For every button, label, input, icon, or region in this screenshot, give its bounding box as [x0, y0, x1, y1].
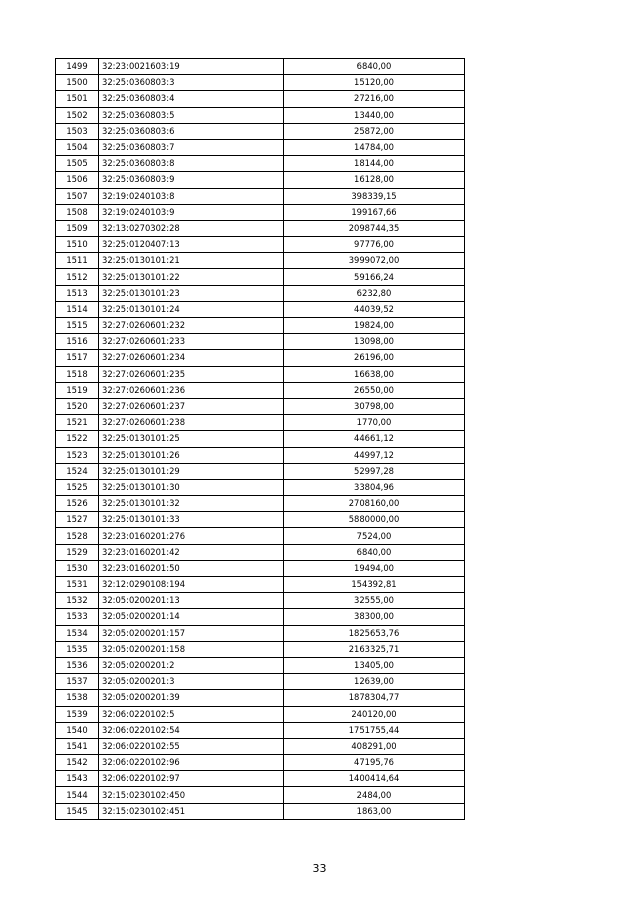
row-number-cell: 1545 [56, 803, 99, 819]
cadastral-number-cell: 32:25:0130101:30 [99, 479, 284, 495]
value-cell: 240120,00 [284, 706, 465, 722]
cadastral-number-cell: 32:27:0260601:234 [99, 350, 284, 366]
value-cell: 12639,00 [284, 674, 465, 690]
cadastral-number-cell: 32:05:0200201:13 [99, 593, 284, 609]
cadastral-number-cell: 32:25:0360803:9 [99, 172, 284, 188]
table-row [56, 496, 465, 512]
table-row [56, 706, 465, 722]
table-row [56, 771, 465, 787]
cadastral-number-cell: 32:06:0220102:54 [99, 722, 284, 738]
table-row [56, 107, 465, 123]
table-row [56, 609, 465, 625]
table-row [56, 641, 465, 657]
table-row [56, 528, 465, 544]
row-number-cell: 1513 [56, 285, 99, 301]
row-number-cell: 1524 [56, 463, 99, 479]
cadastral-number-cell: 32:27:0260601:235 [99, 366, 284, 382]
table-row [56, 657, 465, 673]
value-cell: 2708160,00 [284, 496, 465, 512]
cadastral-number-cell: 32:15:0230102:450 [99, 787, 284, 803]
table-row [56, 431, 465, 447]
value-cell: 33804,96 [284, 479, 465, 495]
row-number-cell: 1541 [56, 738, 99, 754]
table-row [56, 803, 465, 819]
cadastral-number-cell: 32:25:0130101:29 [99, 463, 284, 479]
cadastral-number-cell: 32:27:0260601:233 [99, 334, 284, 350]
value-cell: 15120,00 [284, 75, 465, 91]
table-row [56, 560, 465, 576]
cadastral-number-cell: 32:25:0130101:22 [99, 269, 284, 285]
table-row [56, 172, 465, 188]
row-number-cell: 1543 [56, 771, 99, 787]
table-row [56, 479, 465, 495]
value-cell: 30798,00 [284, 398, 465, 414]
value-cell: 47195,76 [284, 755, 465, 771]
value-cell: 199167,66 [284, 204, 465, 220]
row-number-cell: 1535 [56, 641, 99, 657]
table-row [56, 237, 465, 253]
row-number-cell: 1521 [56, 415, 99, 431]
cadastral-number-cell: 32:25:0360803:3 [99, 75, 284, 91]
cadastral-number-cell: 32:25:0130101:24 [99, 301, 284, 317]
table-row [56, 738, 465, 754]
row-number-cell: 1499 [56, 59, 99, 75]
table-row [56, 253, 465, 269]
cadastral-number-cell: 32:05:0200201:3 [99, 674, 284, 690]
value-cell: 97776,00 [284, 237, 465, 253]
value-cell: 7524,00 [284, 528, 465, 544]
cadastral-number-cell: 32:27:0260601:237 [99, 398, 284, 414]
value-cell: 1751755,44 [284, 722, 465, 738]
cadastral-number-cell: 32:25:0130101:21 [99, 253, 284, 269]
value-cell: 154392,81 [284, 577, 465, 593]
row-number-cell: 1504 [56, 139, 99, 155]
value-cell: 1770,00 [284, 415, 465, 431]
value-cell: 398339,15 [284, 188, 465, 204]
table-row [56, 318, 465, 334]
row-number-cell: 1518 [56, 366, 99, 382]
row-number-cell: 1515 [56, 318, 99, 334]
cadastral-number-cell: 32:25:0360803:7 [99, 139, 284, 155]
row-number-cell: 1520 [56, 398, 99, 414]
value-cell: 13405,00 [284, 657, 465, 673]
table-row [56, 91, 465, 107]
table-row [56, 301, 465, 317]
row-number-cell: 1505 [56, 156, 99, 172]
value-cell: 32555,00 [284, 593, 465, 609]
row-number-cell: 1509 [56, 220, 99, 236]
cadastral-number-cell: 32:23:0160201:50 [99, 560, 284, 576]
table-row [56, 204, 465, 220]
cadastral-number-cell: 32:27:0260601:238 [99, 415, 284, 431]
cadastral-number-cell: 32:25:0130101:26 [99, 447, 284, 463]
table-row [56, 139, 465, 155]
table-row [56, 382, 465, 398]
value-cell: 2163325,71 [284, 641, 465, 657]
cadastral-number-cell: 32:27:0260601:232 [99, 318, 284, 334]
row-number-cell: 1544 [56, 787, 99, 803]
value-cell: 38300,00 [284, 609, 465, 625]
table-row [56, 544, 465, 560]
row-number-cell: 1522 [56, 431, 99, 447]
table-row [56, 512, 465, 528]
value-cell: 18144,00 [284, 156, 465, 172]
value-cell: 13098,00 [284, 334, 465, 350]
cadastral-number-cell: 32:05:0200201:14 [99, 609, 284, 625]
cadastral-number-cell: 32:13:0270302:28 [99, 220, 284, 236]
cadastral-number-cell: 32:23:0160201:42 [99, 544, 284, 560]
row-number-cell: 1511 [56, 253, 99, 269]
cadastral-number-cell: 32:05:0200201:158 [99, 641, 284, 657]
table-row [56, 722, 465, 738]
row-number-cell: 1525 [56, 479, 99, 495]
value-cell: 44039,52 [284, 301, 465, 317]
cadastral-number-cell: 32:06:0220102:97 [99, 771, 284, 787]
cadastral-value-table [55, 58, 465, 820]
table-row [56, 447, 465, 463]
row-number-cell: 1528 [56, 528, 99, 544]
table-row [56, 690, 465, 706]
cadastral-number-cell: 32:23:0021603:19 [99, 59, 284, 75]
table-row [56, 188, 465, 204]
cadastral-number-cell: 32:06:0220102:96 [99, 755, 284, 771]
cadastral-number-cell: 32:25:0130101:23 [99, 285, 284, 301]
table-row [56, 366, 465, 382]
cadastral-number-cell: 32:25:0360803:8 [99, 156, 284, 172]
value-cell: 2098744,35 [284, 220, 465, 236]
row-number-cell: 1502 [56, 107, 99, 123]
value-cell: 1400414,64 [284, 771, 465, 787]
cadastral-number-cell: 32:05:0200201:2 [99, 657, 284, 673]
table-row [56, 350, 465, 366]
table-row [56, 220, 465, 236]
cadastral-number-cell: 32:25:0130101:32 [99, 496, 284, 512]
cadastral-number-cell: 32:25:0360803:5 [99, 107, 284, 123]
table-row [56, 123, 465, 139]
value-cell: 19494,00 [284, 560, 465, 576]
cadastral-number-cell: 32:05:0200201:157 [99, 625, 284, 641]
row-number-cell: 1503 [56, 123, 99, 139]
table-row [56, 285, 465, 301]
cadastral-number-cell: 32:15:0230102:451 [99, 803, 284, 819]
value-cell: 1863,00 [284, 803, 465, 819]
cadastral-number-cell: 32:25:0130101:25 [99, 431, 284, 447]
row-number-cell: 1537 [56, 674, 99, 690]
table-row [56, 577, 465, 593]
value-cell: 26550,00 [284, 382, 465, 398]
table-row [56, 674, 465, 690]
value-cell: 16128,00 [284, 172, 465, 188]
row-number-cell: 1534 [56, 625, 99, 641]
table-row [56, 269, 465, 285]
value-cell: 408291,00 [284, 738, 465, 754]
row-number-cell: 1540 [56, 722, 99, 738]
cadastral-number-cell: 32:25:0130101:33 [99, 512, 284, 528]
row-number-cell: 1529 [56, 544, 99, 560]
table-row [56, 156, 465, 172]
row-number-cell: 1532 [56, 593, 99, 609]
value-cell: 59166,24 [284, 269, 465, 285]
value-cell: 6232,80 [284, 285, 465, 301]
row-number-cell: 1526 [56, 496, 99, 512]
table-row [56, 59, 465, 75]
table-row [56, 334, 465, 350]
cadastral-number-cell: 32:05:0200201:39 [99, 690, 284, 706]
page-number: 33 [312, 862, 327, 875]
value-cell: 13440,00 [284, 107, 465, 123]
row-number-cell: 1508 [56, 204, 99, 220]
row-number-cell: 1527 [56, 512, 99, 528]
row-number-cell: 1539 [56, 706, 99, 722]
table-row [56, 593, 465, 609]
table-row [56, 463, 465, 479]
cadastral-number-cell: 32:06:0220102:55 [99, 738, 284, 754]
cadastral-number-cell: 32:19:0240103:9 [99, 204, 284, 220]
table-row [56, 787, 465, 803]
row-number-cell: 1519 [56, 382, 99, 398]
row-number-cell: 1516 [56, 334, 99, 350]
value-cell: 3999072,00 [284, 253, 465, 269]
row-number-cell: 1512 [56, 269, 99, 285]
table-row [56, 625, 465, 641]
value-cell: 25872,00 [284, 123, 465, 139]
value-cell: 6840,00 [284, 544, 465, 560]
value-cell: 16638,00 [284, 366, 465, 382]
row-number-cell: 1514 [56, 301, 99, 317]
row-number-cell: 1510 [56, 237, 99, 253]
value-cell: 19824,00 [284, 318, 465, 334]
value-cell: 1825653,76 [284, 625, 465, 641]
row-number-cell: 1501 [56, 91, 99, 107]
value-cell: 5880000,00 [284, 512, 465, 528]
cadastral-number-cell: 32:19:0240103:8 [99, 188, 284, 204]
row-number-cell: 1536 [56, 657, 99, 673]
value-cell: 2484,00 [284, 787, 465, 803]
cadastral-number-cell: 32:25:0120407:13 [99, 237, 284, 253]
value-cell: 44661,12 [284, 431, 465, 447]
row-number-cell: 1500 [56, 75, 99, 91]
row-number-cell: 1542 [56, 755, 99, 771]
row-number-cell: 1530 [56, 560, 99, 576]
row-number-cell: 1538 [56, 690, 99, 706]
table-row [56, 398, 465, 414]
row-number-cell: 1523 [56, 447, 99, 463]
cadastral-number-cell: 32:06:0220102:5 [99, 706, 284, 722]
row-number-cell: 1506 [56, 172, 99, 188]
cadastral-number-cell: 32:12:0290108:194 [99, 577, 284, 593]
row-number-cell: 1533 [56, 609, 99, 625]
row-number-cell: 1531 [56, 577, 99, 593]
value-cell: 14784,00 [284, 139, 465, 155]
cadastral-number-cell: 32:23:0160201:276 [99, 528, 284, 544]
value-cell: 6840,00 [284, 59, 465, 75]
table-body [56, 59, 465, 820]
value-cell: 27216,00 [284, 91, 465, 107]
value-cell: 44997,12 [284, 447, 465, 463]
table-row [56, 755, 465, 771]
row-number-cell: 1507 [56, 188, 99, 204]
value-cell: 26196,00 [284, 350, 465, 366]
cadastral-number-cell: 32:25:0360803:4 [99, 91, 284, 107]
cadastral-number-cell: 32:27:0260601:236 [99, 382, 284, 398]
value-cell: 52997,28 [284, 463, 465, 479]
table-row [56, 415, 465, 431]
row-number-cell: 1517 [56, 350, 99, 366]
cadastral-number-cell: 32:25:0360803:6 [99, 123, 284, 139]
table-row [56, 75, 465, 91]
value-cell: 1878304,77 [284, 690, 465, 706]
